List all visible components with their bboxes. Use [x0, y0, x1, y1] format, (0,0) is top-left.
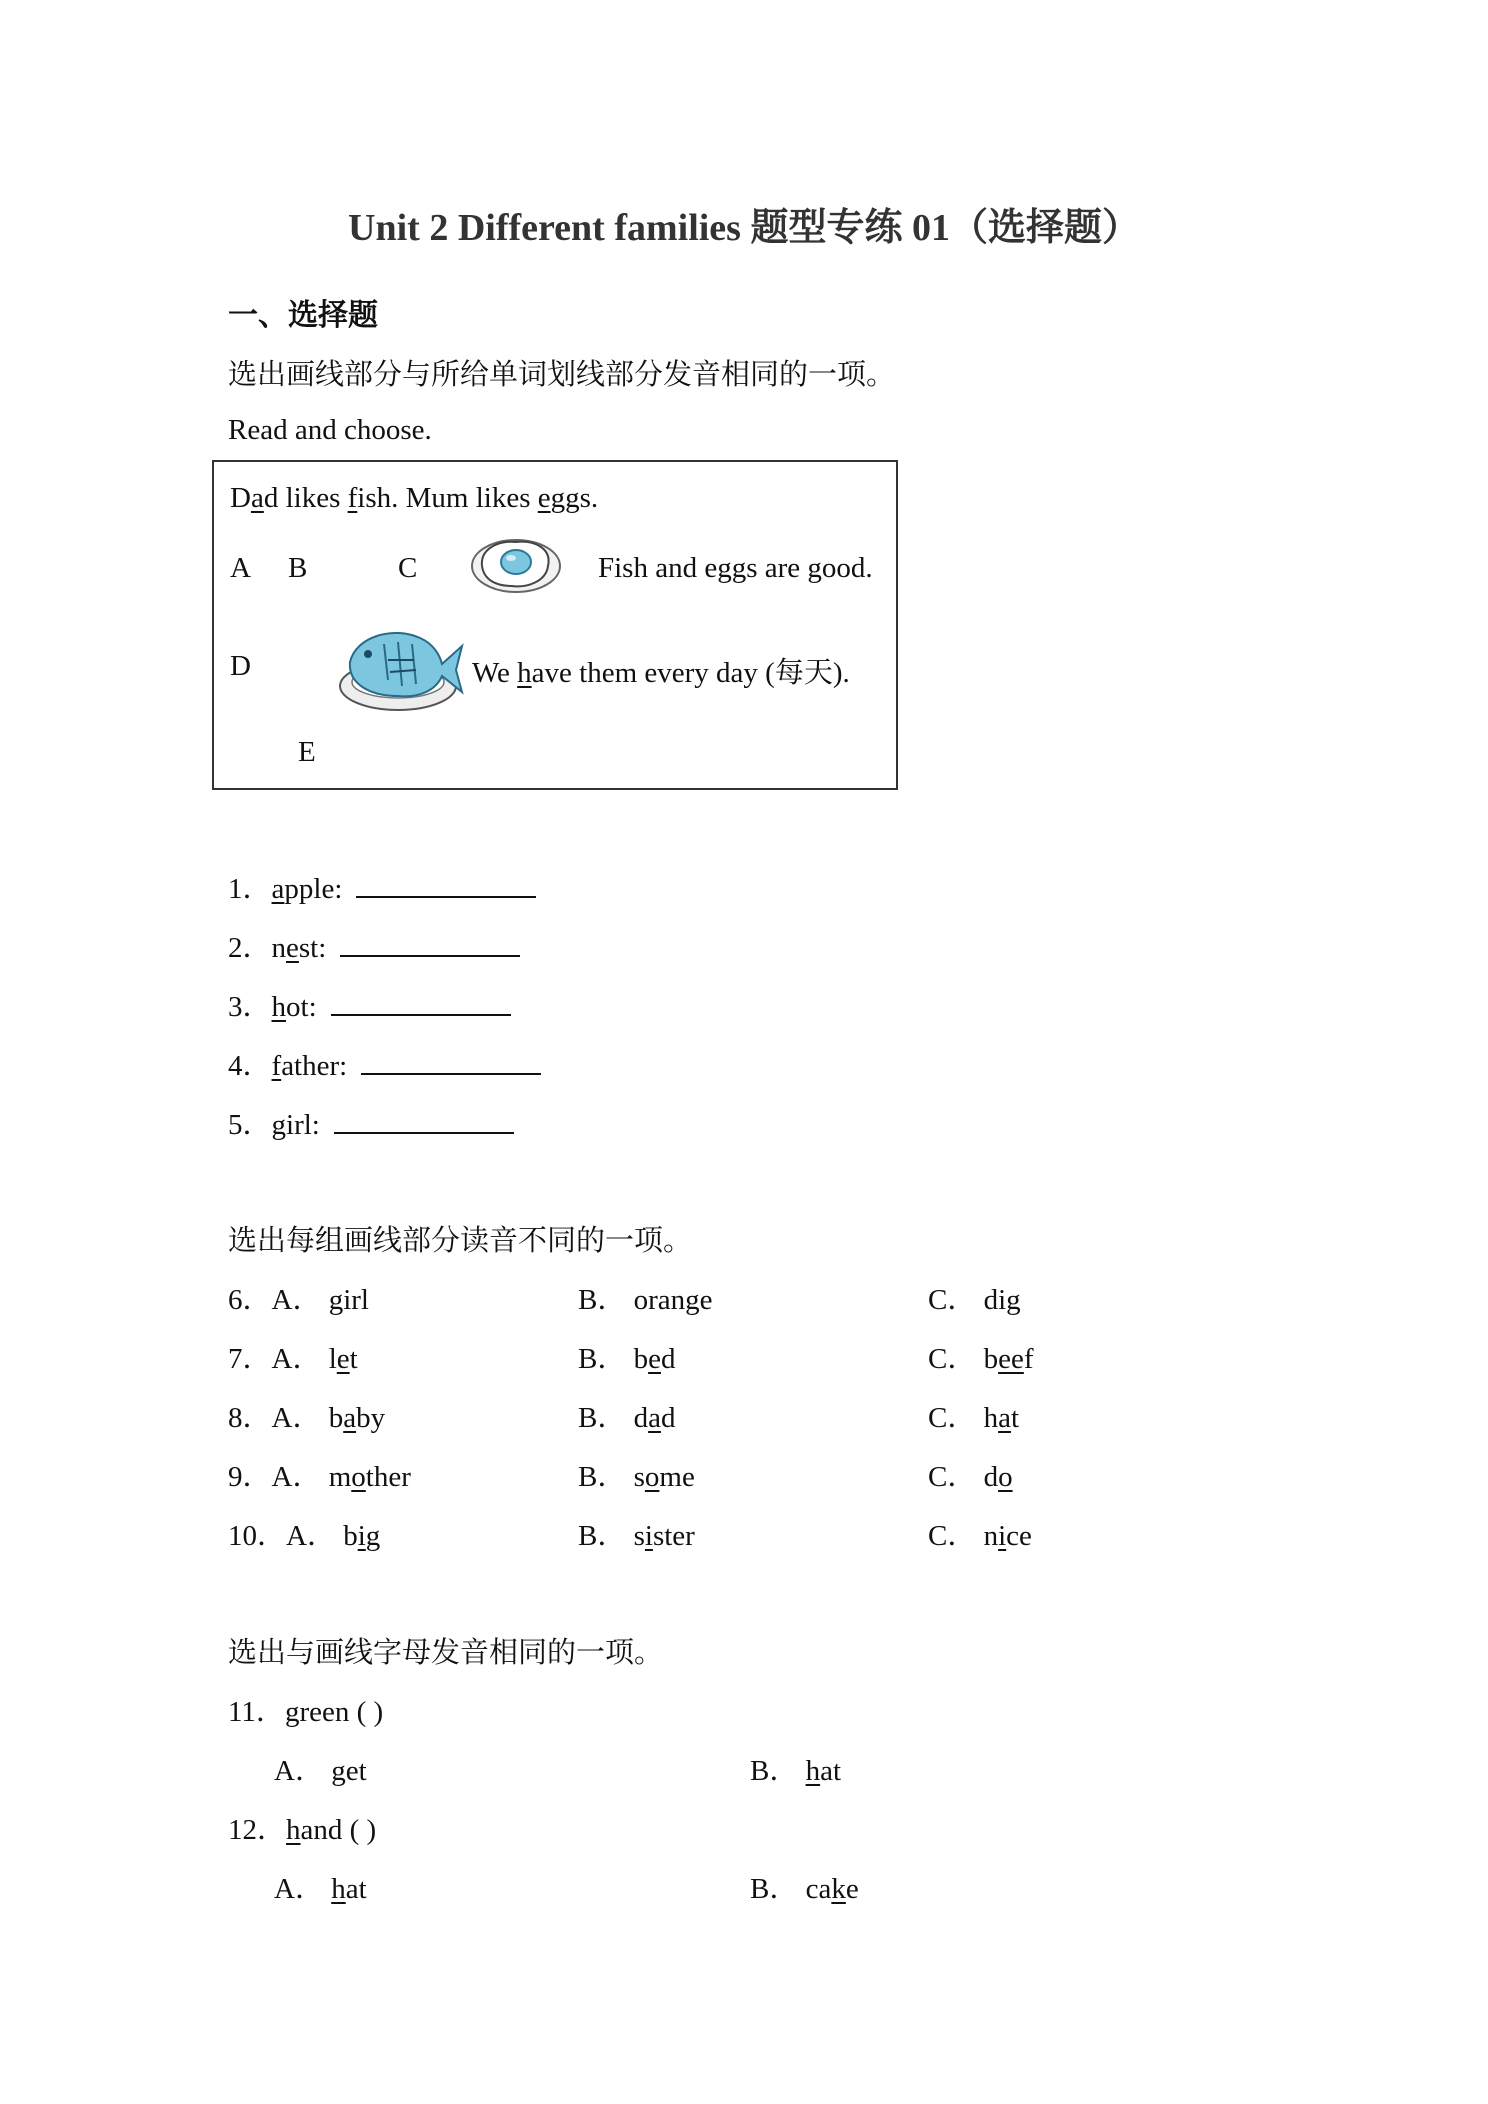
- question-11: 11．green ( ): [228, 1696, 384, 1728]
- question-5: 5．girl:: [228, 1102, 514, 1143]
- question-4: 4．father:: [228, 1043, 541, 1084]
- q8-option-b[interactable]: B． dad: [578, 1402, 676, 1434]
- q9-option-c[interactable]: C． do: [928, 1461, 1013, 1493]
- q6-option-c[interactable]: C． dig: [928, 1284, 1021, 1316]
- label-c: C: [398, 552, 418, 584]
- q10-option-c[interactable]: C． nice: [928, 1520, 1032, 1552]
- instruction-part2: 选出每组画线部分读音不同的一项。: [228, 1225, 693, 1257]
- question-2: 2．nest:: [228, 925, 520, 966]
- instruction-en: Read and choose.: [228, 414, 432, 446]
- q10-option-b[interactable]: B． sister: [578, 1520, 695, 1552]
- instruction-cn: 选出画线部分与所给单词划线部分发音相同的一项。: [228, 359, 896, 391]
- answer-blank-3[interactable]: [331, 988, 511, 1016]
- answer-blank-5[interactable]: [334, 1106, 514, 1134]
- label-b: B: [288, 552, 308, 584]
- instruction-part3: 选出与画线字母发音相同的一项。: [228, 1637, 664, 1669]
- q12-option-b[interactable]: B． cake: [750, 1873, 859, 1905]
- question-12: 12．hand ( ): [228, 1814, 377, 1846]
- question-3: 3．hot:: [228, 984, 511, 1025]
- q11-option-a[interactable]: A． get: [274, 1755, 367, 1787]
- box-sentence-3: We have them every day (每天).: [472, 657, 850, 689]
- q6-option-a[interactable]: 6．A． girl: [228, 1284, 369, 1316]
- section-heading: 一、选择题: [228, 299, 378, 332]
- question-1: 1．apple:: [228, 866, 536, 907]
- fish-plate-icon: [336, 620, 466, 718]
- q8-option-c[interactable]: C． hat: [928, 1402, 1020, 1434]
- q9-option-a[interactable]: 9．A． mother: [228, 1461, 411, 1493]
- q7-option-b[interactable]: B． bed: [578, 1343, 676, 1375]
- q9-option-b[interactable]: B． some: [578, 1461, 695, 1493]
- q8-option-a[interactable]: 8．A． baby: [228, 1402, 386, 1434]
- page-title: Unit 2 Different families 题型专练 01（选择题）: [348, 207, 1140, 249]
- answer-blank-1[interactable]: [356, 870, 536, 898]
- q12-option-a[interactable]: A． hat: [274, 1873, 367, 1905]
- q10-option-a[interactable]: 10．A． big: [228, 1520, 381, 1552]
- q7-option-a[interactable]: 7．A． let: [228, 1343, 358, 1375]
- q7-option-c[interactable]: C． beef: [928, 1343, 1034, 1375]
- answer-blank-4[interactable]: [361, 1047, 541, 1075]
- label-d: D: [230, 650, 251, 682]
- label-e: E: [298, 736, 316, 768]
- answer-blank-2[interactable]: [340, 929, 520, 957]
- reading-box: [212, 460, 898, 790]
- q6-option-b[interactable]: B． orange: [578, 1284, 713, 1316]
- box-line-1: Dad likes fish. Mum likes eggs.: [230, 482, 599, 514]
- fried-egg-icon: [468, 530, 564, 598]
- label-a: A: [230, 552, 251, 584]
- box-sentence-2: Fish and eggs are good.: [598, 552, 873, 584]
- q11-option-b[interactable]: B． hat: [750, 1755, 842, 1787]
